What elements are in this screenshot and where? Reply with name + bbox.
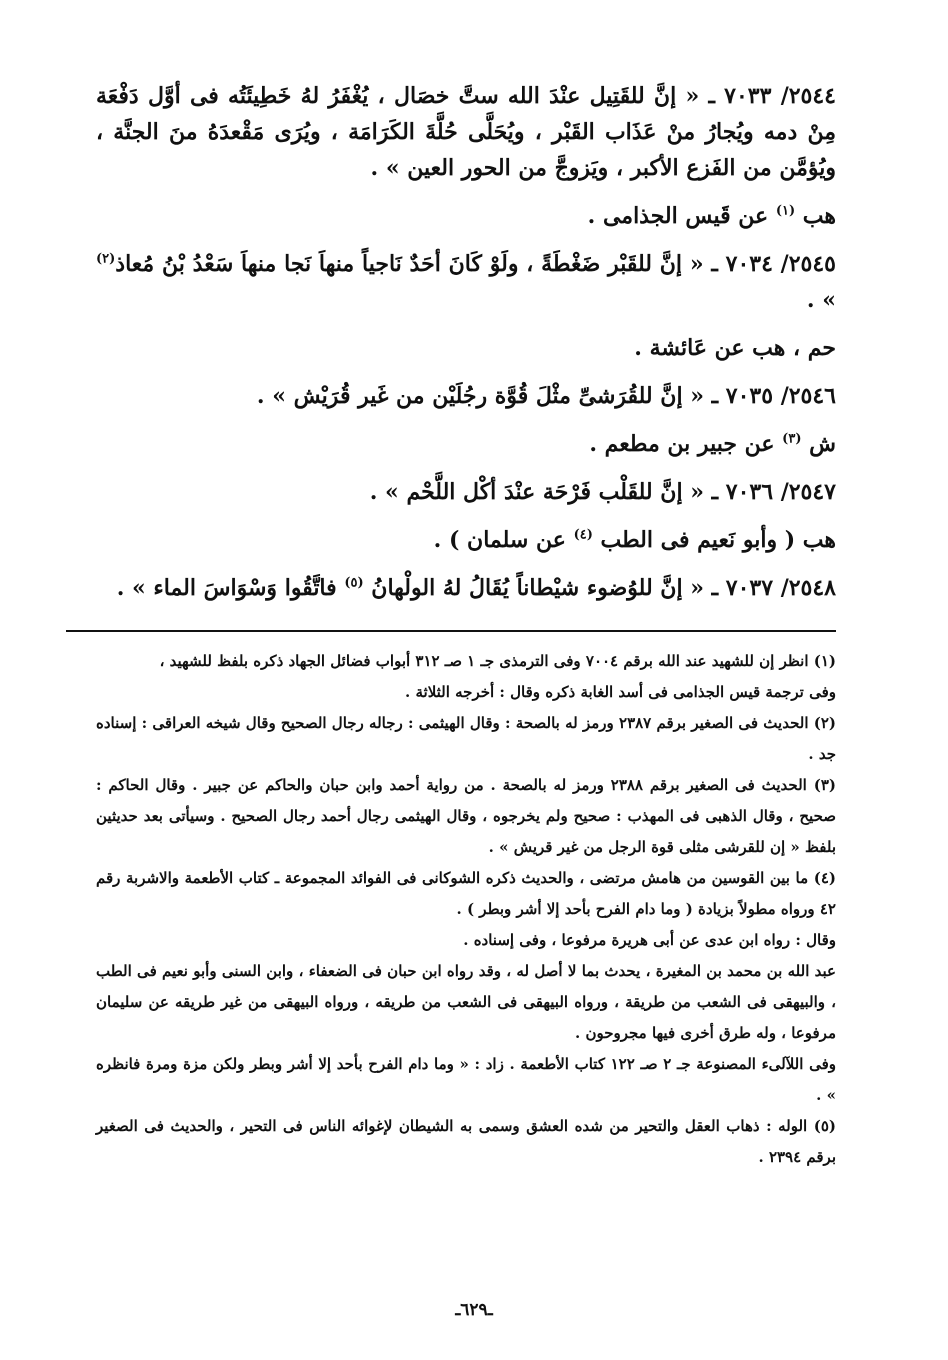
footnote-ref[interactable]: (١) bbox=[775, 203, 796, 219]
footnote-ref[interactable]: (٣) bbox=[782, 431, 802, 447]
hadith-number: ٢٥٤٥/ ٧٠٣٤ ـ bbox=[711, 251, 836, 277]
footnote-ref[interactable]: (٢) bbox=[96, 251, 116, 267]
footnote-5: (٥) الوله : ذهاب العقل والتحير من شده العشق وسمى به الشيطان لإغوائه الناس فى التحير ، والحديث فى الصغير برقم ٢٣٩٤ . bbox=[96, 1117, 836, 1166]
hadith-text: « إنَّ للقُرَشىِّ مثْلَ قُوَّة رجُلَيْن من غَير قُرَيْش » . bbox=[256, 383, 704, 409]
footnote-ref[interactable]: (٥) bbox=[344, 575, 364, 591]
hadith-number: ٢٥٤٧/ ٧٠٣٦ ـ bbox=[711, 479, 836, 505]
hadith-2544 bbox=[96, 78, 836, 186]
main-text bbox=[96, 78, 836, 606]
hadith-number: ٢٥٤٦/ ٧٠٣٥ ـ bbox=[711, 383, 836, 409]
hadith-text-end: فاتَّقُوا وَسْوَاسَ الماء » . bbox=[116, 575, 337, 601]
hadith-2548 bbox=[96, 570, 836, 606]
hadith-text: « إنَّ للقَلْب فَرْحَة عنْدَ أكْل اللَّحْم » . bbox=[369, 479, 704, 505]
footnote-2: (٢) الحديث فى الصغير برقم ٢٣٨٧ ورمز له بالصحة : وقال الهيثمى : رجاله رجال الصحيح وقال شيخه العراقى : إسناده جد . bbox=[96, 714, 837, 763]
footnote-4-continued: وقال : رواه ابن عدى عن أبى هريرة مرفوعا ، وفى إسناده . bbox=[463, 931, 836, 949]
footnote-ref[interactable]: (٤) bbox=[573, 527, 593, 543]
source-text: هب bbox=[802, 203, 836, 229]
hadith-number: ٢٥٤٤/ ٧٠٣٣ ـ bbox=[708, 83, 836, 109]
source-text: هب ( وأبو نَعيم فى الطب bbox=[600, 527, 836, 553]
source-text: ش bbox=[809, 431, 836, 457]
footnote-4-continued: عبد الله بن محمد بن المغيرة ، يحدث بما لا أصل له ، وقد رواه ابن حبان فى الضعفاء ، وابن السنى وأبو نعيم فى الطب ، والبيهقى فى الشعب من طريقة ، ورواه البيهقى فى الشعب من طريقه ، ورواه البيهقى من غير طريقه عن سليمان مرفوعا ، وله طرق أخرى فيها مجروحون . bbox=[96, 962, 836, 1042]
footnote-4: (٤) ما بين القوسين من هامش مرتضى ، والحديث ذكره الشوكانى فى الفوائد المجموعة ـ كتاب الأطعمة والاشربة رقم ٤٢ ورواه مطولاً بزيادة ( وما دام الفرح بأحد إلا أشر وبطر ) . bbox=[96, 869, 836, 918]
hadith-source bbox=[96, 198, 836, 234]
hadith-source bbox=[96, 426, 836, 462]
hadith-source bbox=[96, 522, 836, 558]
footnotes bbox=[96, 646, 836, 1173]
hadith-text: « إنَّ للقَبْر ضَغْطَةً ، ولَوْ كَانَ أحَدٌ نَاجياً منهاَ نَجا منهاَ سَعْدُ بْنُ مُعاذ bbox=[115, 251, 704, 277]
footnote-4-continued: وفى اللآلىء المصنوعة جـ ٢ صـ ١٢٢ كتاب الأطعمة . زاد : « وما دام الفرح بأحد إلا أشر وبطر ولكن مزة ومرة فانظره » . bbox=[96, 1055, 836, 1104]
hadith-text: « إنَّ للوُضوء شيْطاناً يُقَالُ لهُ الولْهانُ bbox=[371, 575, 704, 601]
source-text: عن سلمان ) . bbox=[433, 527, 566, 553]
source-text: عن قَيس الجذامى . bbox=[587, 203, 769, 229]
footnote-divider bbox=[66, 630, 836, 632]
page-number: ـ٦٢٩ـ bbox=[455, 1300, 493, 1320]
hadith-2545 bbox=[96, 246, 836, 318]
hadith-text-end: » . bbox=[806, 287, 836, 313]
source-text: حم ، هب عن عَائشة . bbox=[634, 335, 836, 361]
hadith-source bbox=[96, 330, 836, 366]
footnote-1: (١) انظر إن للشهيد عند الله برقم ٧٠٠٤ وفى الترمذى جـ ١ صـ ٣١٢ أبواب فضائل الجهاد ذكره بلفظ للشهيد ، bbox=[159, 652, 836, 670]
hadith-text: « إنَّ للقَتِيل عنْدَ الله ستَّ خصَال ، يُغْفَرُ لهُ خَطِيئَتُه فى أوَّل دَفْعَة مِنْ دمه ويُجارُ منْ عَذَاب القَبْر ، ويُحَلَّى حُلَّةَ الكَرَامَة ، ويُرَى مَقْعدَهُ منَ الجنَّة ، ويُؤمَّن من الفَزع الأكبر ، ويَزوجَّ من الحور العين » . bbox=[96, 83, 836, 181]
footnote-3: (٣) الحديث فى الصغير برقم ٢٣٨٨ ورمز له بالصحة . من رواية أحمد وابن حبان والحاكم عن جبير . وقال الحاكم : صحيح ، وقال الذهبى فى المهذب : صحيح ولم يخرجوه ، وقال الهيثمى رجال أحمد رجال الصحيح . وسيأتى بعد حديثين بلفظ « إن للقرشى مثلى قوة الرجل من غير قريش » . bbox=[96, 776, 836, 856]
hadith-2547 bbox=[96, 474, 836, 510]
hadith-2546 bbox=[96, 378, 836, 414]
hadith-number: ٢٥٤٨/ ٧٠٣٧ ـ bbox=[711, 575, 836, 601]
footnote-1-continued: وفى ترجمة قيس الجذامى فى أسد الغابة ذكره وقال : أخرجه الثلاثة . bbox=[405, 683, 836, 701]
source-text: عن جبير بن مطعم . bbox=[589, 431, 775, 457]
